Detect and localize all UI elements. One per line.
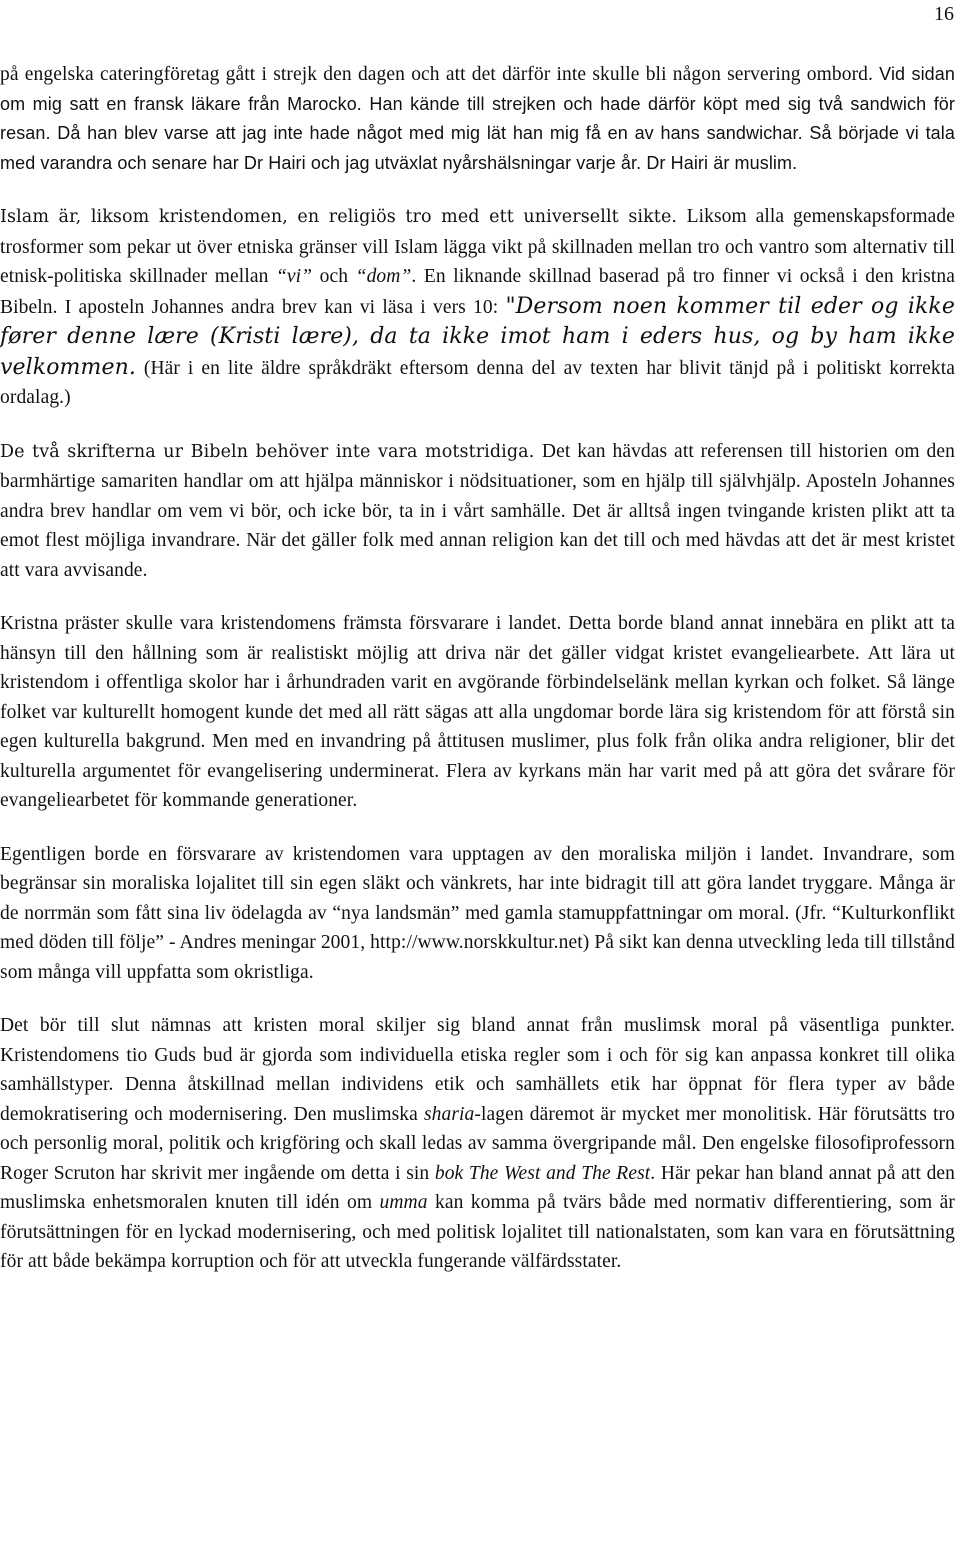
paragraph-2-bible-quote: "Dersom noen kommer til eder og ikke fører denne lære (Kristi lære), da ta ikke imot ham i eders hus, og by ham ikke velkommen. xyxy=(0,293,955,380)
paragraph-6-text-a: Det bör till slut nämnas att kristen moral skiljer sig bland annat från muslimsk moral på väsentliga punkter. Kristendomens tio Guds bud är gjorda som individuella etiska regler som i och för sig kan anpassa konkret till olika samhällstyper. Denna åtskillnad mellan individens etik och samhällets etik har öppnat för flera typer av både demokratisering och modernisering. Den muslimska xyxy=(0,1015,955,1125)
paragraph-4-text: Kristna präster skulle vara kristendomens främsta försvarare i landet. Detta borde bland annat innebära en plikt att ta hänsyn till den hållning som är realistiskt möjlig att driva när det gäller vidgat kristet evangeliearbete. Att lära ut kristendom i offentliga skolor har i århundraden varit en avgörande förbindelselänk mellan kyrkan och folket. Så länge folket var kulturellt homogent kunde det med all rätt sägas att alla ungdomar borde lära sig kristendom för att förstå sin egen kulturella bakgrund. Men med en invandring på åttitusen muslimer, plus folk från olika andra religioner, blir det kulturella argumentet för evangelisering underminerat. Flera av kyrkans män har varit med på att göra det svårare för evangeliearbetet för kommande generationer. xyxy=(0,613,955,811)
paragraph-2 xyxy=(0,202,955,413)
paragraph-6 xyxy=(0,1011,955,1277)
paragraph-3-text-b: Det kan hävdas att referensen till historien om den barmhärtige samariten handlar om att hjälpa människor i nödsituationer, som en hjälp till självhjälp. Aposteln Johannes andra brev handlar om vem vi bör, och icke bör, ta in i vårt samhälle. Det är alltså ingen tvingande kristen plikt att ta emot flest möjliga invandrare. När det gäller folk med annan religion kan det till och med hävdas att det är mest kristet att vara avvisande. xyxy=(0,440,955,581)
document-body xyxy=(0,60,955,1301)
paragraph-6-sharia: sharia xyxy=(423,1103,475,1125)
paragraph-3 xyxy=(0,437,955,586)
paragraph-4 xyxy=(0,609,955,816)
paragraph-1 xyxy=(0,60,955,178)
paragraph-2-text-c: . En liknande skillnad baserad på tro finner vi också i den kristna Bibeln. I aposteln Johannes andra brev kan vi läsa i vers 10: xyxy=(0,266,955,318)
paragraph-6-text-d: kan komma på tvärs både med normativ differentiering, som är förutsättningen för en lyckad modernisering, och med politisk lojalitet till nationalstaten, som kan vara en förutsättning för att både bekämpa korruption och för att utveckla fungerande välfärdsstater. xyxy=(0,1192,955,1272)
paragraph-1-text-a: på engelska cateringföretag gått i strejk den dagen och att det därför inte skulle bli någon servering ombord. xyxy=(0,64,880,85)
paragraph-2-text-d: (Här i en lite äldre språkdräkt eftersom denna del av texten har blivit tänjd på i politiskt korrekta ordalag.) xyxy=(0,357,955,408)
paragraph-2-vi: “vi” xyxy=(275,266,313,287)
paragraph-6-book-title: bok The West and The Rest xyxy=(434,1162,651,1184)
paragraph-6-text-c: . Här pekar han bland annat på att den muslimska enhetsmoralen knuten till idén om xyxy=(0,1162,956,1213)
paragraph-5 xyxy=(0,840,955,988)
paragraph-5-text: Egentligen borde en försvarare av kristendomen vara upptagen av den moraliska miljön i landet. Invandrare, som begränsar sin moraliska lojalitet till sin egen släkt och vänkrets, har inte bidragit till att göra landet tryggare. Många är de norrmän som fått sina liv ödelagda av “nya landsmän” med gamla stamuppfattningar om moral. (Jfr. “Kulturkonflikt med döden till följe” - Andres meningar 2001, http://www.norskkultur.net) På sikt kan denna utveckling leda till tillstånd som många vill uppfatta som okristliga. xyxy=(0,843,955,983)
paragraph-2-text-a: Islam är, liksom kristendomen, en religiös tro med ett universellt sikte. xyxy=(0,207,687,227)
paragraph-2-dom: “dom” xyxy=(355,266,412,287)
paragraph-2-text-b: Liksom alla gemenskapsformade trosformer som pekar ut över etniska gränser vill Islam lägga vikt på skillnaden mellan tro och vantro som alternativ till etnisk-politiska skillnader mellan xyxy=(0,206,956,287)
paragraph-2-och: och xyxy=(312,266,356,287)
paragraph-3-text-a: De två skrifterna ur Bibeln behöver inte vara motstridiga. xyxy=(0,441,542,462)
paragraph-6-umma: umma xyxy=(379,1192,428,1213)
paragraph-6-text-b: -lagen däremot är mycket mer monolitisk. Här förutsätts tro och personlig moral, politik och krigföring och skall ledas av samma övergripande mål. Den engelske filosofiprofessorn Roger Scruton har skrivit mer ingående om detta i sin xyxy=(0,1103,955,1184)
paragraph-1-text-b: Vid sidan om mig satt en fransk läkare från Marocko. Han kände till strejken och hade därför köpt med sig två sandwich för resan. Då han blev varse att jag inte hade något med mig lät han mig få en av hans sandwichar. Så började vi tala med varandra och senare har Dr Hairi och jag utväxlat nyårshälsningar varje år. Dr Hairi är muslim. xyxy=(0,64,956,173)
page-number: 16 xyxy=(934,3,954,25)
